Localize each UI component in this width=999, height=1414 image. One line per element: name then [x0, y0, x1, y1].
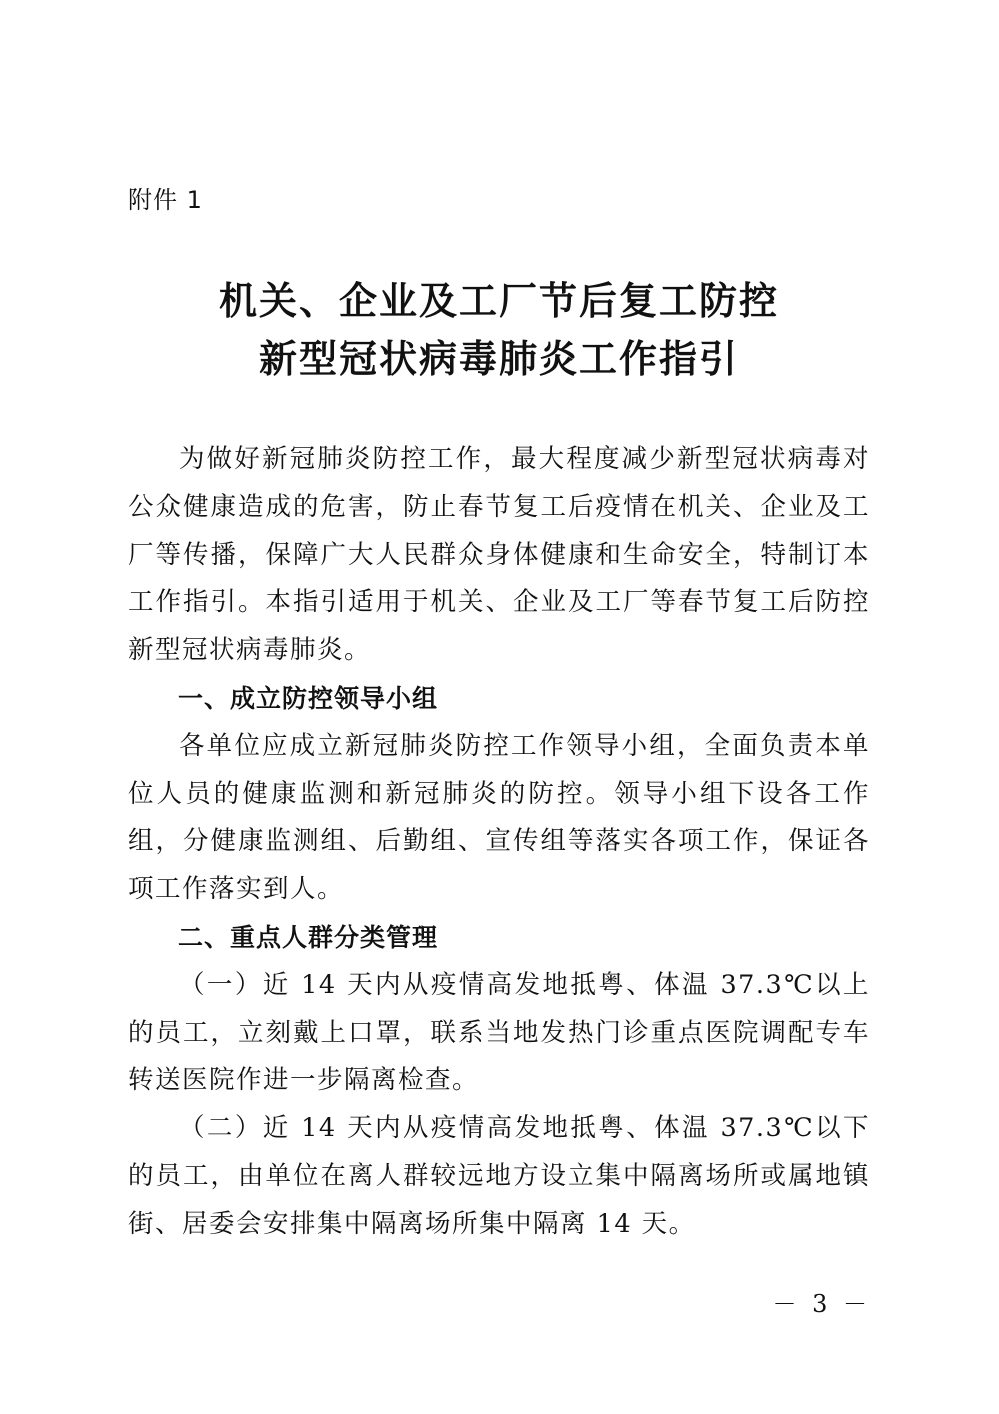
- section-1-paragraph-1: 各单位应成立新冠肺炎防控工作领导小组，全面负责本单位人员的健康监测和新冠肺炎的防控。领导小组下设各工作组，分健康监测组、后勤组、宣传组等落实各项工作，保证各项工作落实到人。: [128, 730, 870, 905]
- title-line-2: 新型冠状病毒肺炎工作指引: [258, 336, 739, 381]
- intro-paragraph: 为做好新冠肺炎防控工作，最大程度减少新型冠状病毒对公众健康造成的危害，防止春节复工后疫情在机关、企业及工厂等传播，保障广大人民群众身体健康和生命安全，特制订本工作指引。本指引适用于机关、企业及工厂等春节复工后防控新型冠状病毒肺炎。: [128, 444, 870, 666]
- document-body: [128, 436, 870, 1249]
- document-title: [128, 272, 870, 388]
- section-2-paragraph-1: （一）近 14 天内从疫情高发地抵粤、体温 37.3℃以上的员工，立刻戴上口罩，联系当地发热门诊重点医院调配专车转送医院作进一步隔离检查。: [128, 969, 870, 1096]
- section-2-paragraph-2: （二）近 14 天内从疫情高发地抵粤、体温 37.3℃以下的员工，由单位在离人群较远地方设立集中隔离场所或属地镇街、居委会安排集中隔离场所集中隔离 14 天。: [128, 1113, 870, 1239]
- title-line-1: 机关、企业及工厂节后复工防控: [218, 278, 779, 323]
- page-number: － 3 －: [772, 1290, 871, 1318]
- section-heading-2: 二、重点人群分类管理: [178, 922, 439, 952]
- section-heading-1: 一、成立防控领导小组: [178, 683, 439, 713]
- attachment-label: 附件 1: [128, 186, 203, 214]
